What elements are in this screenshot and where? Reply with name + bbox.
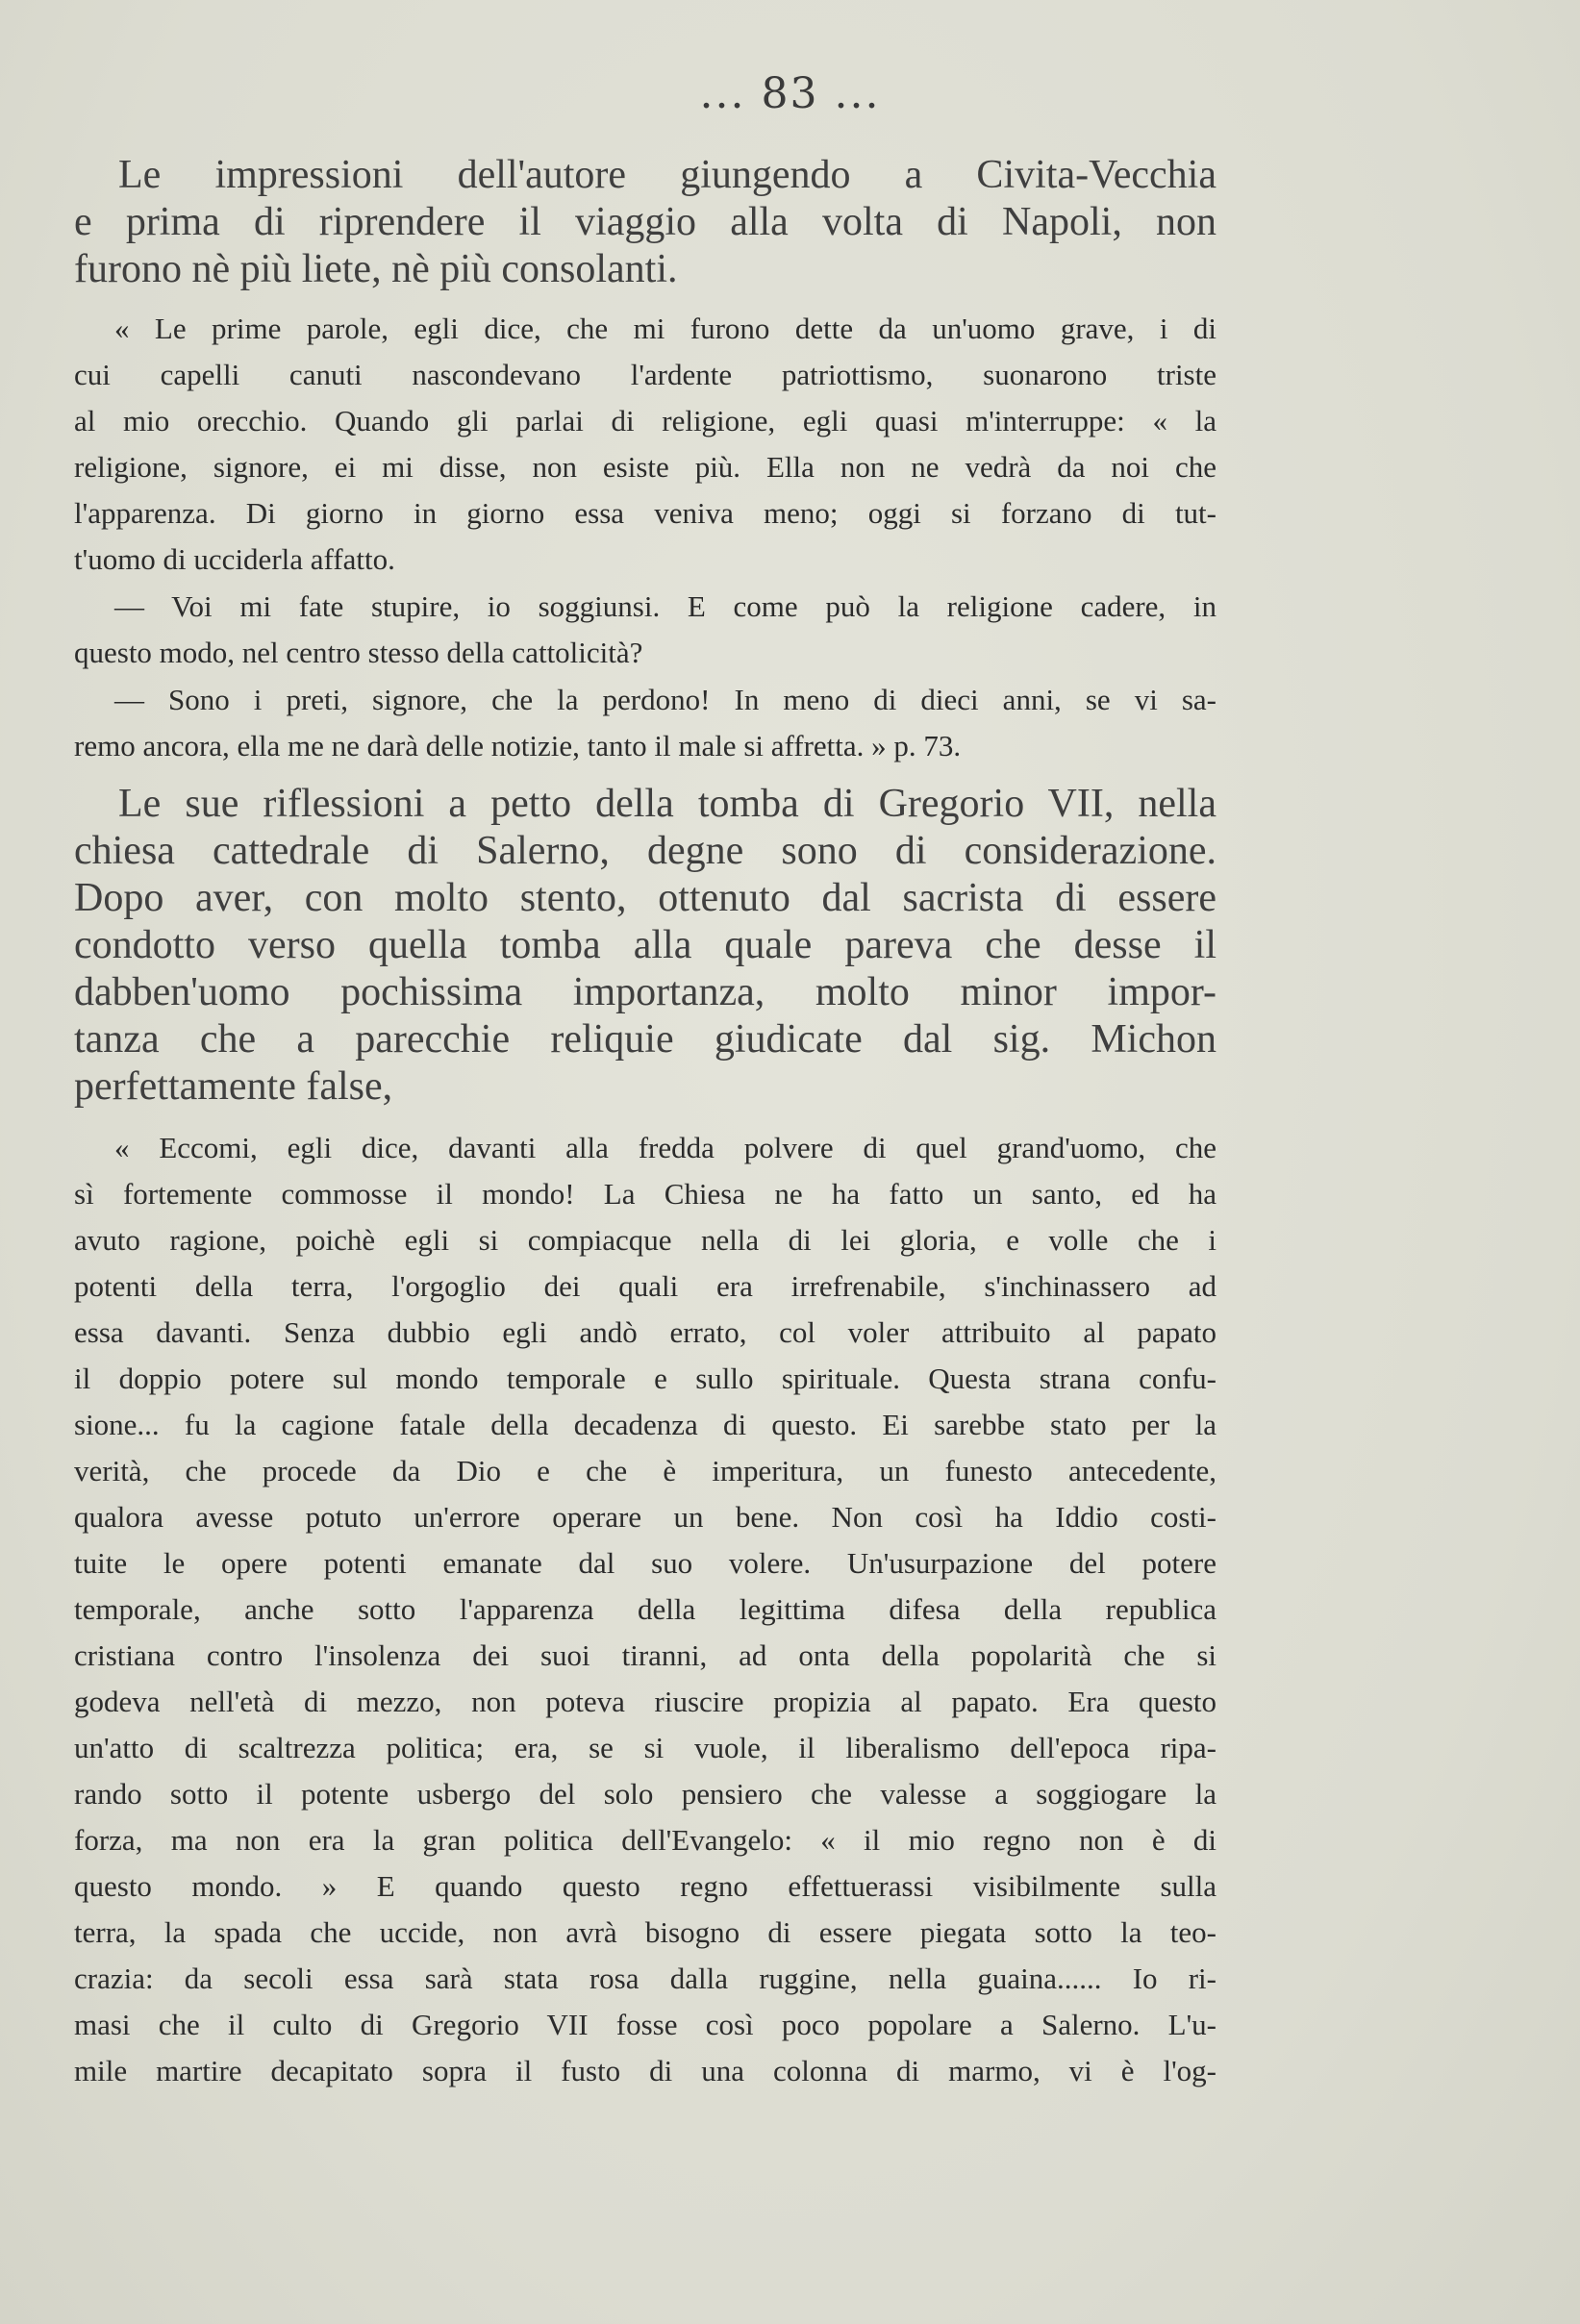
paragraph-line: chiesa cattedrale di Salerno, degne sono di considerazione. <box>74 829 1216 873</box>
paragraph-line: Le sue riflessioni a petto della tomba di Gregorio VII, nella <box>118 782 1216 826</box>
quote-line: un'atto di scaltrezza politica; era, se si vuole, il liberalismo dell'epoca ripa- <box>74 1731 1216 1764</box>
quote-line: religione, signore, ei mi disse, non esiste più. Ella non ne vedrà da noi che <box>74 450 1216 484</box>
quote-line: questo mondo. » E quando questo regno effettuerassi visibilmente sulla <box>74 1869 1216 1903</box>
quote-line: masi che il culto di Gregorio VII fosse così poco popolare a Salerno. L'u- <box>74 2008 1216 2041</box>
quote-line: qualora avesse potuto un'errore operare un bene. Non così ha Iddio costi- <box>74 1500 1216 1534</box>
quote-line: cristiana contro l'insolenza dei suoi tiranni, ad onta della popolarità che si <box>74 1638 1216 1672</box>
quote-line: il doppio potere sul mondo temporale e sullo spirituale. Questa strana confu- <box>74 1362 1216 1395</box>
quote-line: remo ancora, ella me ne darà delle notizie, tanto il male si affretta. » p. 73. <box>74 729 962 762</box>
quote-block-3 <box>74 677 1216 769</box>
quote-line: crazia: da secoli essa sarà stata rosa dalla ruggine, nella guaina...... Io ri- <box>74 1962 1216 1995</box>
paragraph-gregorio <box>74 781 1216 1111</box>
paragraph-line: tanza che a parecchie reliquie giudicate dal sig. Michon <box>74 1017 1216 1062</box>
quote-line: temporale, anche sotto l'apparenza della legittima difesa della republica <box>74 1592 1216 1626</box>
quote-line: potenti della terra, l'orgoglio dei quali era irrefrenabile, s'inchinassero ad <box>74 1269 1216 1303</box>
quote-line: al mio orecchio. Quando gli parlai di religione, egli quasi m'interruppe: « la <box>74 404 1216 437</box>
quote-line: avuto ragione, poichè egli si compiacque nella di lei gloria, e volle che i <box>74 1223 1216 1257</box>
quote-block-2 <box>74 584 1216 676</box>
quote-line: essa davanti. Senza dubbio egli andò errato, col voler attribuito al papato <box>74 1315 1216 1349</box>
paragraph-intro <box>74 152 1216 293</box>
quote-line: « Le prime parole, egli dice, che mi furono dette da un'uomo grave, i di <box>114 312 1216 345</box>
quote-line: terra, la spada che uccide, non avrà bisogno di essere piegata sotto la teo- <box>74 1915 1216 1949</box>
quote-line: l'apparenza. Di giorno in giorno essa veniva meno; oggi si forzano di tut- <box>74 496 1216 530</box>
quote-line: — Sono i preti, signore, che la perdono! In meno di dieci anni, se vi sa- <box>114 683 1216 716</box>
paragraph-line: furono nè più liete, nè più consolanti. <box>74 247 678 291</box>
quote-block-1 <box>74 306 1216 583</box>
quote-line: forza, ma non era la gran politica dell'Evangelo: « il mio regno non è di <box>74 1823 1216 1857</box>
paragraph-line: Le impressioni dell'autore giungendo a Civita-Vecchia <box>118 153 1216 197</box>
quote-line: sì fortemente commosse il mondo! La Chiesa ne ha fatto un santo, ed ha <box>74 1177 1216 1211</box>
quote-line: — Voi mi fate stupire, io soggiunsi. E come può la religione cadere, in <box>114 589 1216 623</box>
page-number: ... 83 ... <box>699 69 881 118</box>
paragraph-line: perfettamente false, <box>74 1064 393 1109</box>
quote-line: questo modo, nel centro stesso della cattolicità? <box>74 636 643 669</box>
quote-line: sione... fu la cagione fatale della decadenza di questo. Ei sarebbe stato per la <box>74 1408 1216 1441</box>
quote-line: rando sotto il potente usbergo del solo pensiero che valesse a soggiogare la <box>74 1777 1216 1811</box>
paragraph-line: e prima di riprendere il viaggio alla volta di Napoli, non <box>74 200 1216 244</box>
paragraph-line: Dopo aver, con molto stento, ottenuto dal sacrista di essere <box>74 876 1216 920</box>
paragraph-line: dabben'uomo pochissima importanza, molto minor impor- <box>74 970 1216 1014</box>
quote-line: cui capelli canuti nascondevano l'ardente patriottismo, suonarono triste <box>74 358 1216 391</box>
quote-line: « Eccomi, egli dice, davanti alla fredda polvere di quel grand'uomo, che <box>114 1131 1216 1164</box>
quote-line: tuite le opere potenti emanate dal suo volere. Un'usurpazione del potere <box>74 1546 1216 1580</box>
quote-line: mile martire decapitato sopra il fusto di una colonna di marmo, vi è l'og- <box>74 2054 1216 2087</box>
quote-block-4 <box>74 1125 1216 2094</box>
quote-line: godeva nell'età di mezzo, non poteva riuscire propizia al papato. Era questo <box>74 1685 1216 1718</box>
quote-line: t'uomo di ucciderla affatto. <box>74 542 395 576</box>
quote-line: verità, che procede da Dio e che è imperitura, un funesto antecedente, <box>74 1454 1216 1487</box>
paragraph-line: condotto verso quella tomba alla quale pareva che desse il <box>74 923 1216 967</box>
